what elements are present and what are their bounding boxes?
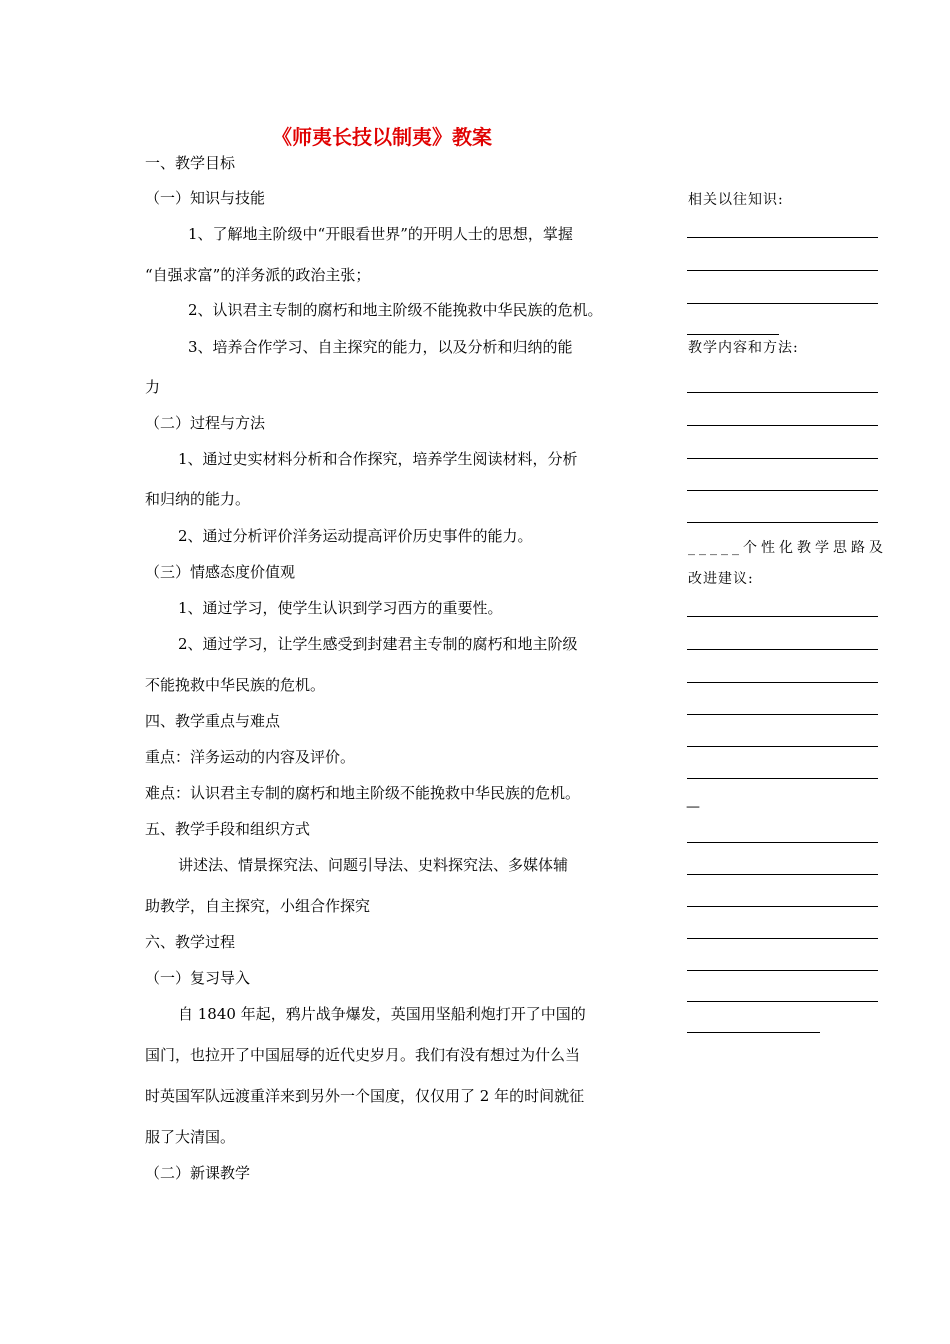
writing-line (687, 649, 878, 650)
writing-line (687, 616, 878, 617)
notes-label: _____个性化教学思路及 (688, 540, 887, 556)
document-title: 《师夷长技以制夷》教案 (272, 125, 492, 149)
writing-line (687, 1001, 878, 1002)
subsection-heading: （三）情感态度价值观 (145, 563, 296, 581)
paragraph-line: 力 (145, 378, 161, 396)
writing-line (687, 522, 878, 523)
paragraph-line: 2、通过学习，让学生感受到封建君主专制的腐朽和地主阶级 (178, 635, 578, 653)
paragraph-line: 2、通过分析评价洋务运动提高评价历史事件的能力。 (178, 527, 533, 545)
subsection-heading: （一）知识与技能 (145, 189, 266, 207)
writing-line (687, 392, 878, 393)
section-heading: 六、教学过程 (145, 933, 236, 951)
paragraph-line: 2、认识君主专制的腐朽和地主阶级不能挽救中华民族的危机。 (188, 301, 603, 319)
notes-label: 改进建议: (688, 571, 754, 587)
paragraph-line: 3、培养合作学习、自主探究的能力，以及分析和归纳的能 (188, 338, 573, 356)
subsection-heading: （一）复习导入 (145, 969, 251, 987)
writing-line (687, 682, 878, 683)
writing-line (687, 906, 878, 907)
writing-line (687, 842, 878, 843)
paragraph-line: 1、通过史实材料分析和合作探究，培养学生阅读材料，分析 (178, 450, 578, 468)
paragraph-line: 讲述法、情景探究法、问题引导法、史料探究法、多媒体辅 (178, 856, 569, 874)
writing-line (687, 490, 878, 491)
writing-line (687, 458, 878, 459)
writing-line (687, 334, 779, 335)
writing-line (687, 270, 878, 271)
paragraph-line: 和归纳的能力。 (145, 490, 251, 508)
writing-line (687, 970, 878, 971)
writing-line (687, 1032, 820, 1033)
key-point: 重点：洋务运动的内容及评价。 (145, 748, 356, 766)
writing-line (687, 714, 878, 715)
writing-line (687, 425, 878, 426)
writing-line (687, 778, 878, 779)
writing-line (687, 303, 878, 304)
paragraph-line: “自强求富”的洋务派的政治主张； (145, 266, 371, 284)
paragraph-line: 时英国军队远渡重洋来到另外一个国度，仅仅用了 2 年的时间就征 (145, 1087, 585, 1105)
section-heading: 四、教学重点与难点 (145, 712, 281, 730)
stray-dash: — (686, 799, 701, 815)
paragraph-line: 1、了解地主阶级中“开眼看世界”的开明人士的思想，掌握 (188, 225, 573, 243)
paragraph-line: 不能挽救中华民族的危机。 (145, 676, 326, 694)
writing-line (687, 874, 878, 875)
difficult-point: 难点：认识君主专制的腐朽和地主阶级不能挽救中华民族的危机。 (145, 784, 581, 802)
section-heading: 五、教学手段和组织方式 (145, 820, 311, 838)
section-heading: 一、教学目标 (145, 154, 236, 172)
paragraph-line: 1、通过学习，使学生认识到学习西方的重要性。 (178, 599, 503, 617)
paragraph-line: 国门，也拉开了中国屈辱的近代史岁月。我们有没有想过为什么当 (145, 1046, 581, 1064)
paragraph-line: 自 1840 年起，鸦片战争爆发，英国用坚船利炮打开了中国的 (178, 1005, 586, 1023)
notes-label: 教学内容和方法: (688, 340, 799, 356)
notes-label: 相关以往知识: (688, 192, 784, 208)
writing-line (687, 237, 878, 238)
writing-line (687, 938, 878, 939)
paragraph-line: 助教学，自主探究，小组合作探究 (145, 897, 371, 915)
subsection-heading: （二）新课教学 (145, 1164, 251, 1182)
paragraph-line: 服了大清国。 (145, 1128, 236, 1146)
writing-line (687, 746, 878, 747)
subsection-heading: （二）过程与方法 (145, 414, 266, 432)
